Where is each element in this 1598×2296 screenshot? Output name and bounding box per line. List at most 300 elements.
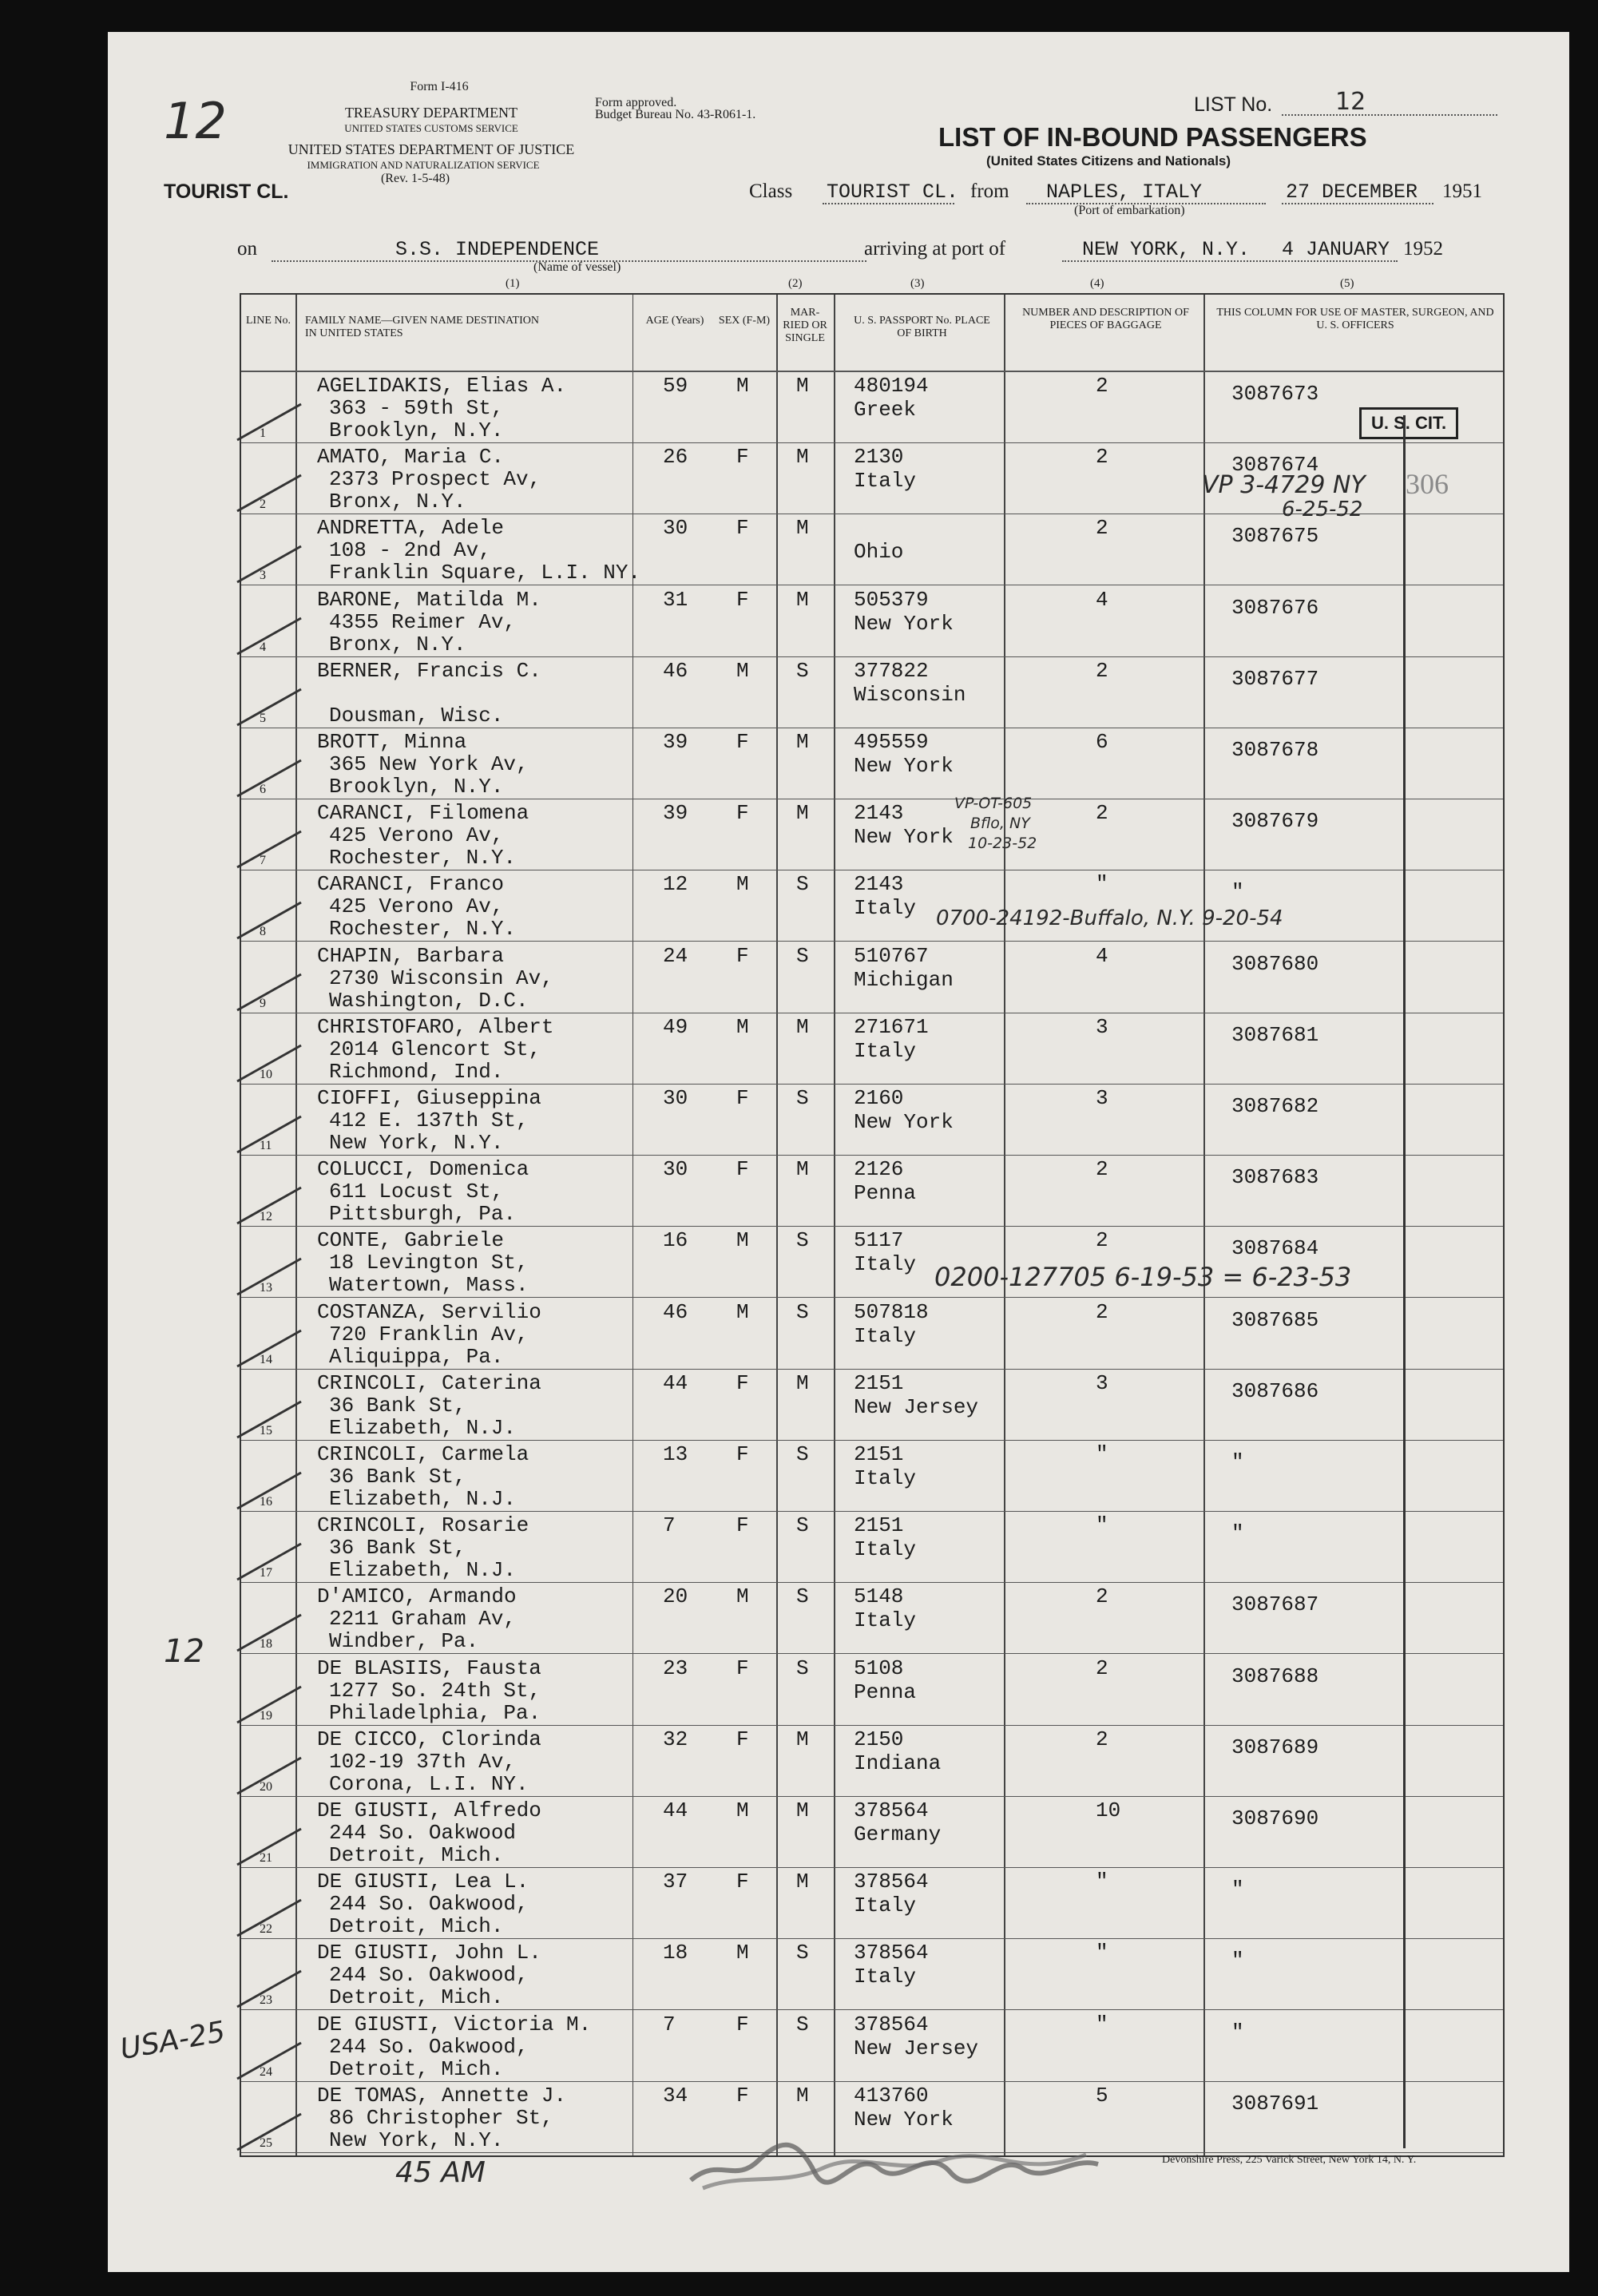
table-row: [241, 1441, 1503, 1511]
passport-number: 5108: [854, 1656, 904, 1680]
baggage-count: 2: [1096, 445, 1108, 470]
age: 12: [663, 872, 688, 897]
line-number: 20: [260, 1779, 272, 1794]
age: 34: [663, 2083, 688, 2108]
from-label: from: [970, 180, 1009, 202]
passenger-name: CRINCOLI, Carmela: [317, 1442, 529, 1466]
officer-number: 3087685: [1231, 1307, 1319, 1332]
treasury-dept: TREASURY DEPARTMENT: [344, 105, 518, 121]
baggage-count: 2: [1096, 1228, 1108, 1253]
officer-number: ": [1231, 1949, 1244, 1973]
officer-number: 3087689: [1231, 1735, 1319, 1759]
place-of-birth: New Jersey: [854, 2036, 979, 2060]
embark-date: 27 DECEMBER: [1286, 180, 1418, 204]
address-street: 425 Verono Av,: [329, 894, 504, 919]
line-number: 9: [260, 996, 266, 1010]
age: 46: [663, 1299, 688, 1324]
age: 23: [663, 1656, 688, 1680]
marital-status: M: [796, 445, 809, 470]
age: 37: [663, 1870, 688, 1894]
baggage-count: 2: [1096, 658, 1108, 683]
baggage-count: 4: [1096, 587, 1108, 612]
age: 49: [663, 1014, 688, 1039]
passport-number: 5148: [854, 1584, 904, 1609]
conte-note: 0200-127705 6-19-53 = 6-23-53: [934, 1262, 1352, 1292]
passport-number: 378564: [854, 1870, 929, 1894]
baggage-count: ": [1096, 1870, 1108, 1894]
marital-status: S: [796, 1086, 809, 1110]
check-mark: [233, 1892, 305, 1940]
check-mark: [233, 966, 305, 1014]
address-street: 102-19 37th Av,: [329, 1749, 517, 1774]
passenger-name: CARANCI, Filomena: [317, 801, 529, 826]
check-mark: [233, 1536, 305, 1584]
check-mark: [233, 538, 305, 586]
arrival-port: NEW YORK, N.Y.: [1082, 238, 1251, 261]
table-row: [241, 586, 1503, 656]
age: 26: [663, 445, 688, 470]
passenger-name: CIOFFI, Giuseppina: [317, 1086, 541, 1110]
sex: F: [736, 1870, 749, 1894]
age: 18: [663, 1941, 688, 1965]
vp-note-amato-date: 6-25-52: [1282, 498, 1363, 521]
passenger-name: CARANCI, Franco: [317, 872, 505, 897]
check-mark: [233, 2035, 305, 2083]
place-of-birth: New York: [854, 1110, 954, 1134]
table-row: [241, 1013, 1503, 1084]
sex: F: [736, 943, 749, 968]
col-head-sex: SEX (F-M): [718, 315, 771, 327]
address-street: 244 So. Oakwood: [329, 1821, 517, 1845]
address-city: Detroit, Mich.: [329, 1985, 504, 2010]
address-street: 36 Bank St,: [329, 1536, 466, 1560]
marital-status: S: [796, 1513, 809, 1538]
vp-note-caranci-city: Bflo, NY: [970, 815, 1030, 832]
place-of-birth: Italy: [854, 469, 917, 494]
check-mark: [233, 396, 305, 444]
col-num-3: (3): [910, 277, 925, 290]
address-street: 412 E. 137th St,: [329, 1108, 529, 1132]
officer-number: 3087691: [1231, 2091, 1319, 2116]
address-city: Elizabeth, N.J.: [329, 1558, 517, 1583]
sex: F: [736, 1157, 749, 1182]
baggage-count: ": [1096, 1513, 1108, 1538]
age: 39: [663, 801, 688, 826]
place-of-birth: New York: [854, 754, 954, 778]
page-number-stamp: 306: [1406, 468, 1449, 500]
place-of-birth: Italy: [854, 896, 917, 921]
marital-status: M: [796, 1870, 809, 1894]
age: 39: [663, 730, 688, 754]
sex: M: [736, 1941, 749, 1965]
address-street: 36 Bank St,: [329, 1393, 466, 1418]
address-city: Rochester, N.Y.: [329, 917, 517, 942]
address-street: 108 - 2nd Av,: [329, 538, 491, 563]
line-number: 17: [260, 1566, 272, 1580]
check-mark: [233, 1180, 305, 1227]
check-mark: [233, 1394, 305, 1441]
address-street: 2014 Glencort St,: [329, 1037, 541, 1061]
address-street: 425 Verono Av,: [329, 823, 504, 848]
class-label: Class: [749, 180, 793, 202]
list-no-value: 12: [1335, 88, 1366, 116]
usa-mark: USA-25: [117, 2015, 228, 2067]
marital-status: M: [796, 801, 809, 826]
address-street: 244 So. Oakwood,: [329, 1892, 529, 1917]
officer-number: 3087681: [1231, 1022, 1319, 1047]
sex: F: [736, 1442, 749, 1466]
age: 30: [663, 1157, 688, 1182]
officer-number: 3087686: [1231, 1378, 1319, 1403]
baggage-count: 2: [1096, 1299, 1108, 1324]
line-number: 10: [260, 1067, 272, 1081]
line-number: 13: [260, 1281, 272, 1295]
table-row: [241, 870, 1503, 941]
passport-number: 2143: [854, 801, 904, 826]
table-row: [241, 1797, 1503, 1867]
address-city: Washington, D.C.: [329, 988, 529, 1013]
line-number: 16: [260, 1495, 272, 1509]
embark-year: 1951: [1442, 180, 1482, 202]
place-of-birth: Greek: [854, 398, 917, 422]
passenger-name: ANDRETTA, Adele: [317, 516, 505, 541]
table-row: [241, 1370, 1503, 1440]
place-of-birth: Italy: [854, 1038, 917, 1063]
table-row: [241, 1512, 1503, 1582]
vessel-caption: (Name of vessel): [533, 260, 621, 274]
sex: F: [736, 801, 749, 826]
passport-number: 510767: [854, 943, 929, 968]
address-street: 611 Locust St,: [329, 1180, 504, 1204]
bottom-note: 45 AM: [395, 2156, 486, 2189]
officer-number: ": [1231, 880, 1244, 905]
age: 46: [663, 658, 688, 683]
address-city: Bronx, N.Y.: [329, 490, 466, 514]
marital-status: S: [796, 943, 809, 968]
col-head-baggage: NUMBER AND DESCRIPTION OF PIECES OF BAGGAGE: [1022, 307, 1189, 331]
document-subtitle: (United States Citizens and Nationals): [986, 153, 1231, 169]
check-mark: [233, 2106, 305, 2154]
marital-status: M: [796, 1798, 809, 1822]
passport-number: 271671: [854, 1014, 929, 1039]
address-city: Dousman, Wisc.: [329, 703, 504, 728]
marital-status: S: [796, 1228, 809, 1253]
check-mark: [233, 681, 305, 729]
list-no-line: [1282, 114, 1497, 116]
marital-status: M: [796, 1014, 809, 1039]
table-row: [241, 1655, 1503, 1725]
check-mark: [233, 610, 305, 658]
officer-number: 3087683: [1231, 1165, 1319, 1190]
baggage-count: ": [1096, 872, 1108, 897]
table-row: [241, 2011, 1503, 2081]
on-label: on: [237, 238, 257, 260]
address-city: Aliquippa, Pa.: [329, 1344, 504, 1369]
passenger-name: CONTE, Gabriele: [317, 1228, 505, 1253]
passenger-table: [240, 293, 1505, 2157]
place-of-birth: New Jersey: [854, 1394, 979, 1419]
place-of-birth: Penna: [854, 1679, 917, 1704]
officer-number: 3087674: [1231, 453, 1319, 478]
check-mark: [233, 1607, 305, 1655]
age: 20: [663, 1584, 688, 1609]
col-head-name: FAMILY NAME—GIVEN NAME DESTINATION IN UNITED STATES: [305, 315, 539, 339]
address-street: 1277 So. 24th St,: [329, 1678, 541, 1703]
address-city: Elizabeth, N.J.: [329, 1487, 517, 1511]
baggage-count: ": [1096, 1941, 1108, 1965]
officer-number: 3087682: [1231, 1094, 1319, 1118]
passport-number: 2151: [854, 1442, 904, 1466]
address-city: Rochester, N.Y.: [329, 846, 517, 870]
address-city: Detroit, Mich.: [329, 2056, 504, 2081]
marital-status: S: [796, 1656, 809, 1680]
passenger-name: D'AMICO, Armando: [317, 1584, 517, 1609]
address-street: 2730 Wisconsin Av,: [329, 966, 553, 990]
place-of-birth: Germany: [854, 1822, 942, 1846]
line-number: 18: [260, 1637, 272, 1652]
table-row: [241, 728, 1503, 799]
passenger-name: BARONE, Matilda M.: [317, 587, 541, 612]
arrival-year: 1952: [1403, 238, 1443, 260]
officer-number: 3087679: [1231, 809, 1319, 834]
vp-note-caranci: VP-OT-605: [954, 795, 1033, 812]
address-city: Bronx, N.Y.: [329, 632, 466, 656]
table-row: [241, 1583, 1503, 1653]
age: 13: [663, 1442, 688, 1466]
line-number: 3: [260, 569, 266, 583]
address-city: Pittsburgh, Pa.: [329, 1202, 517, 1227]
list-no-label: LIST No.: [1194, 93, 1273, 116]
officer-number: 3087687: [1231, 1592, 1319, 1617]
check-mark: [233, 1679, 305, 1727]
address-city: Richmond, Ind.: [329, 1059, 504, 1084]
age: 30: [663, 516, 688, 541]
officer-number: 3087690: [1231, 1806, 1319, 1830]
marital-status: S: [796, 1941, 809, 1965]
passport-number: 495559: [854, 730, 929, 754]
place-of-birth: New York: [854, 611, 954, 636]
passport-number: 2151: [854, 1370, 904, 1395]
place-of-birth: Italy: [854, 1537, 917, 1562]
officer-number: ": [1231, 1450, 1244, 1474]
officer-number: 3087676: [1231, 595, 1319, 620]
officer-number: 3087680: [1231, 951, 1319, 976]
age: 44: [663, 1798, 688, 1822]
sex: M: [736, 658, 749, 683]
passenger-name: COLUCCI, Domenica: [317, 1157, 529, 1182]
line-number: 21: [260, 1851, 272, 1865]
passport-number: 507818: [854, 1299, 929, 1324]
baggage-count: 5: [1096, 2083, 1108, 2108]
sex: F: [736, 587, 749, 612]
passport-number: 377822: [854, 658, 929, 683]
passport-number: 480194: [854, 374, 929, 398]
age: 44: [663, 1370, 688, 1395]
marital-status: M: [796, 587, 809, 612]
passport-number: 505379: [854, 587, 929, 612]
address-city: Brooklyn, N.Y.: [329, 775, 504, 799]
document-title: LIST OF IN-BOUND PASSENGERS: [938, 122, 1367, 152]
marital-status: M: [796, 1370, 809, 1395]
baggage-count: ": [1096, 1442, 1108, 1466]
sex: F: [736, 1086, 749, 1110]
check-mark: [233, 467, 305, 515]
baggage-count: 10: [1096, 1798, 1121, 1822]
sex: F: [736, 1727, 749, 1751]
place-of-birth: Ohio: [854, 540, 904, 565]
age: 16: [663, 1228, 688, 1253]
passport-number: 378564: [854, 1798, 929, 1822]
form-number: Form I-416: [410, 80, 469, 93]
franco-note: 0700-24192-Buffalo, N.Y. 9-20-54: [936, 906, 1283, 930]
passport-number: 2143: [854, 872, 904, 897]
place-of-birth: Wisconsin: [854, 682, 966, 707]
address-street: 4355 Reimer Av,: [329, 609, 517, 634]
line-number: 8: [260, 925, 266, 939]
col-head-passport: U. S. PASSPORT No. PLACE OF BIRTH: [854, 315, 990, 339]
table-row: [241, 514, 1503, 585]
signature-scribble: [687, 2124, 1102, 2196]
place-of-birth: Italy: [854, 1252, 917, 1277]
line-number: 5: [260, 711, 266, 725]
baggage-count: 3: [1096, 1086, 1108, 1110]
line-number: 11: [260, 1139, 272, 1152]
form-approved: Form approved.: [595, 96, 677, 109]
age: 32: [663, 1727, 688, 1751]
line-number: 4: [260, 640, 266, 654]
address-city: Windber, Pa.: [329, 1629, 479, 1654]
place-of-birth: Italy: [854, 1894, 917, 1918]
passport-number: 378564: [854, 1941, 929, 1965]
line-number: 22: [260, 1922, 272, 1937]
marital-status: M: [796, 516, 809, 541]
passenger-name: CHRISTOFARO, Albert: [317, 1014, 554, 1039]
check-mark: [233, 1963, 305, 2011]
line-number: 7: [260, 854, 266, 868]
address-street: 18 Levington St,: [329, 1251, 529, 1275]
table-row: [241, 942, 1503, 1013]
check-mark: [233, 894, 305, 942]
sex: F: [736, 1513, 749, 1538]
printer-credit: Devonshire Press, 225 Varick Street, New York 14, N. Y.: [1162, 2154, 1417, 2166]
passenger-name: DE BLASIIS, Fausta: [317, 1656, 541, 1680]
place-of-birth: Italy: [854, 1466, 917, 1490]
table-row: [241, 657, 1503, 728]
address-city: Detroit, Mich.: [329, 1843, 504, 1867]
passenger-name: AGELIDAKIS, Elias A.: [317, 374, 567, 398]
marital-status: M: [796, 1727, 809, 1751]
col-head-officers: THIS COLUMN FOR USE OF MASTER, SURGEON, AND U. S. OFFICERS: [1216, 307, 1494, 331]
baggage-count: 3: [1096, 1370, 1108, 1395]
address-street: 2211 Graham Av,: [329, 1607, 517, 1632]
arriving-label: arriving at port of: [864, 238, 1006, 260]
passenger-name: CRINCOLI, Rosarie: [317, 1513, 529, 1538]
baggage-count: ": [1096, 2012, 1108, 2036]
check-mark: [233, 1322, 305, 1370]
address-city: Philadelphia, Pa.: [329, 1700, 541, 1725]
line-number: 14: [260, 1352, 272, 1366]
marital-status: S: [796, 658, 809, 683]
passenger-name: BERNER, Francis C.: [317, 658, 541, 683]
address-city: Corona, L.I. NY.: [329, 1771, 529, 1796]
check-mark: [233, 1108, 305, 1156]
col-head-age: AGE (Years): [645, 315, 704, 327]
passenger-name: AMATO, Maria C.: [317, 445, 505, 470]
place-of-birth: Michigan: [854, 967, 954, 992]
line-number: 23: [260, 1993, 272, 2008]
budget-bureau: Budget Bureau No. 43-R061-1.: [595, 108, 756, 121]
form-revision: (Rev. 1-5-48): [380, 172, 450, 185]
passenger-name: BROTT, Minna: [317, 730, 467, 754]
tourist-class-label: TOURIST CL.: [164, 180, 289, 203]
age: 31: [663, 587, 688, 612]
passenger-name: DE GIUSTI, Alfredo: [317, 1798, 541, 1822]
baggage-count: 4: [1096, 943, 1108, 968]
baggage-count: 2: [1096, 374, 1108, 398]
from-value: NAPLES, ITALY: [1046, 180, 1203, 204]
sex: M: [736, 1228, 749, 1253]
officer-column-mark: [1403, 415, 1406, 2148]
sex: M: [736, 1584, 749, 1609]
address-city: Detroit, Mich.: [329, 1914, 504, 1939]
sex: F: [736, 516, 749, 541]
customs-service: UNITED STATES CUSTOMS SERVICE: [344, 122, 518, 134]
sex: M: [736, 1798, 749, 1822]
passport-number: 2150: [854, 1727, 904, 1751]
top-left-mark: 12: [164, 92, 227, 150]
place-of-birth: Indiana: [854, 1751, 942, 1775]
place-of-birth: Italy: [854, 1323, 917, 1348]
baggage-count: 6: [1096, 730, 1108, 754]
sex: F: [736, 2012, 749, 2036]
place-of-birth: New York: [854, 825, 954, 850]
marital-status: M: [796, 730, 809, 754]
sex: F: [736, 1656, 749, 1680]
line-number: 1: [260, 426, 266, 440]
passport-number: 2130: [854, 445, 904, 470]
sex: F: [736, 1370, 749, 1395]
table-row: [241, 1939, 1503, 2009]
sex: M: [736, 1014, 749, 1039]
signature: [687, 2124, 1102, 2196]
table-row: [241, 372, 1503, 442]
address-street: 86 Christopher St,: [329, 2105, 553, 2130]
sex: M: [736, 1299, 749, 1324]
class-value: TOURIST CL.: [827, 180, 959, 204]
side-mark: 12: [164, 1633, 204, 1670]
address-street: 2373 Prospect Av,: [329, 467, 541, 492]
place-of-birth: Italy: [854, 1965, 917, 1989]
table-row: [241, 1299, 1503, 1369]
age: 30: [663, 1086, 688, 1110]
check-mark: [233, 752, 305, 800]
age: 59: [663, 374, 688, 398]
address-street: 720 Franklin Av,: [329, 1322, 529, 1346]
baggage-count: 2: [1096, 1727, 1108, 1751]
baggage-count: 2: [1096, 516, 1108, 541]
marital-status: S: [796, 1442, 809, 1466]
check-mark: [233, 823, 305, 871]
check-mark: [233, 1251, 305, 1299]
baggage-count: 2: [1096, 1584, 1108, 1609]
officer-number: 3087684: [1231, 1236, 1319, 1261]
passenger-name: DE GIUSTI, John L.: [317, 1941, 541, 1965]
us-citizen-stamp: U. S. CIT.: [1359, 407, 1458, 439]
marital-status: S: [796, 872, 809, 897]
address-city: New York, N.Y.: [329, 1131, 504, 1155]
address-city: Franklin Square, L.I. NY.: [329, 561, 641, 585]
address-city: New York, N.Y.: [329, 2127, 504, 2152]
